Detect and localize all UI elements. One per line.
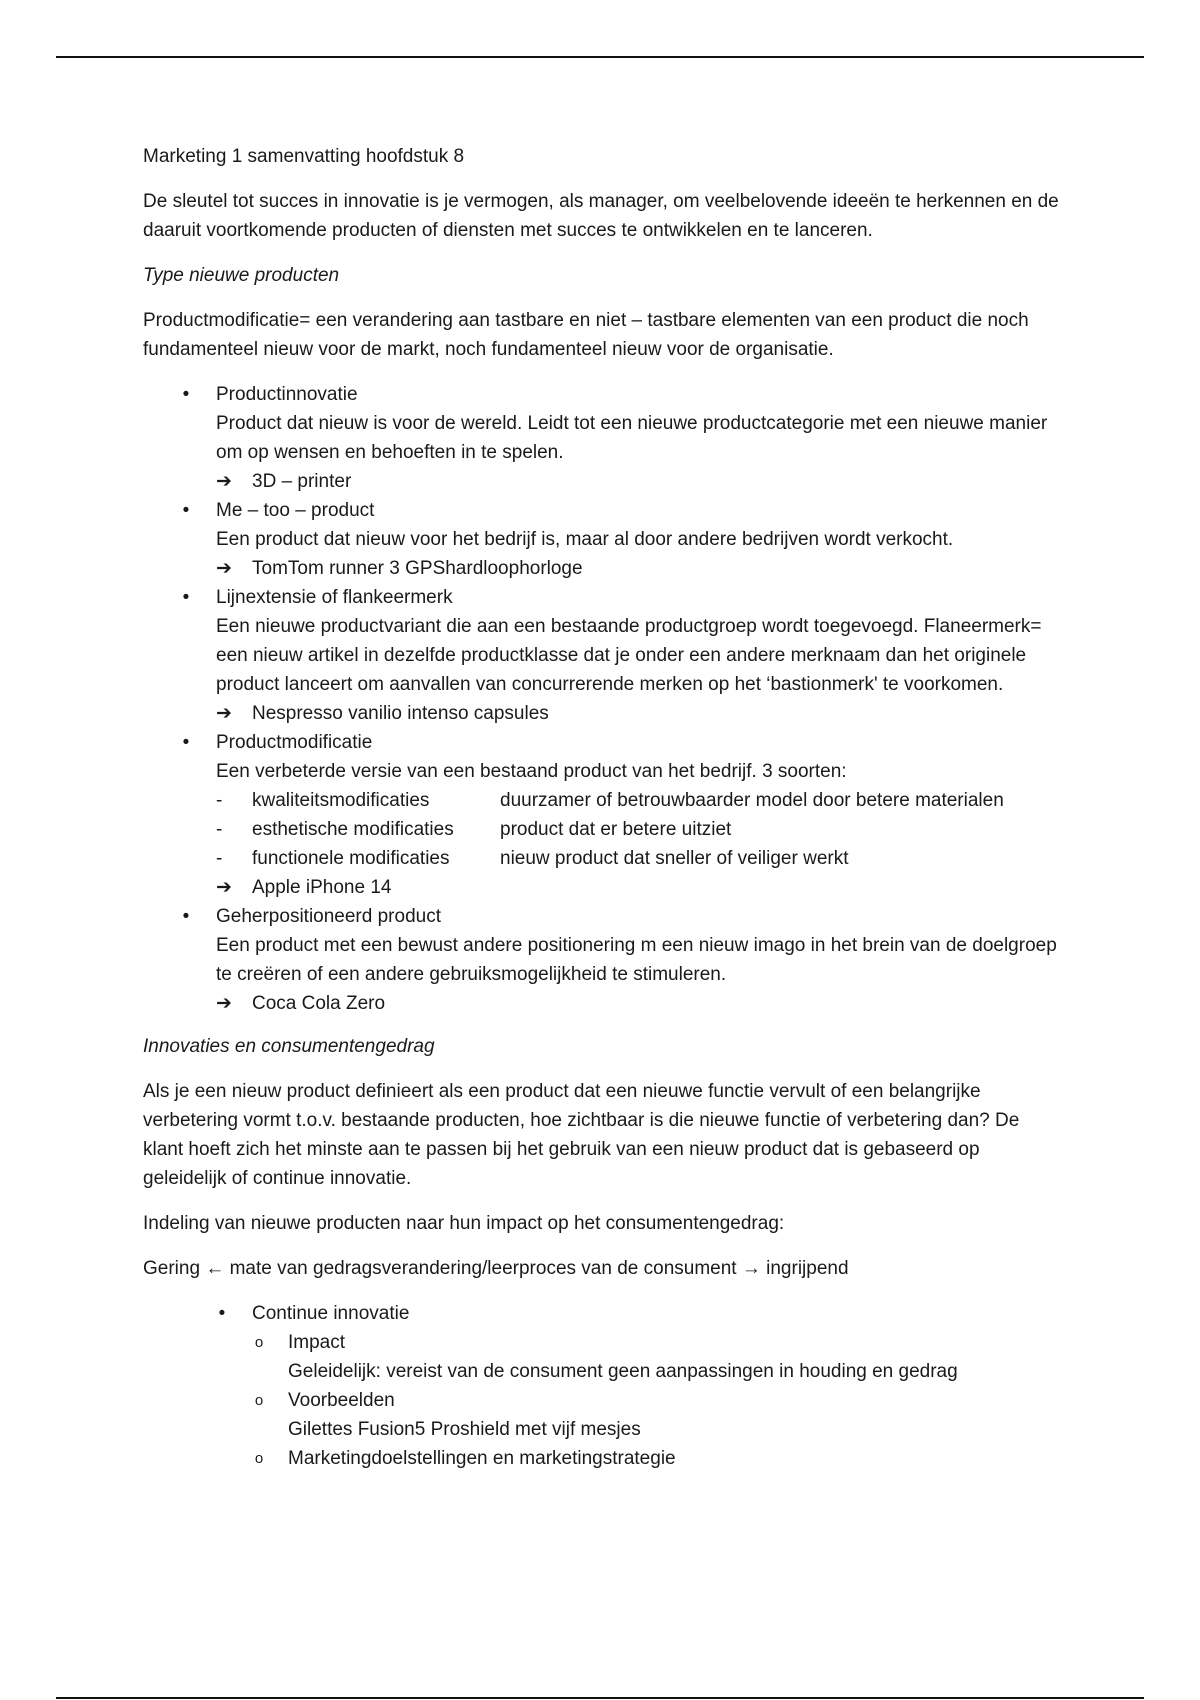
scale-right: ingrijpend [766,1258,849,1279]
example-line [216,699,1063,728]
example-text: 3D – printer [252,471,352,492]
bullet-icon: • [182,732,190,753]
item-title: Geherpositioneerd product [216,906,441,927]
bullet-icon: • [218,1303,226,1324]
arrow-right-icon: ➔ [216,877,232,898]
section-heading-types: Type nieuwe producten [143,265,340,286]
arrow-left-icon: ← [205,1258,225,1279]
item-title: Productinnovatie [216,384,358,405]
sub-list-item [252,1444,1063,1473]
document-title: Marketing 1 samenvatting hoofdstuk 8 [143,146,465,167]
sub-item-text: Geleidelijk: vereist van de consument geen aanpassingen in houding en gedrag [288,1361,958,1382]
item-title: Continue innovatie [252,1303,410,1324]
modification-desc: duurzamer of betrouwbaarder model door betere materialen [500,790,1004,811]
modification-term: esthetische modificaties [252,819,454,840]
product-types-list [143,380,1063,1018]
example-line [216,989,1063,1018]
sub-item-label: Impact [288,1332,346,1353]
sub-item-label: Marketingdoelstellingen en marketingstrategie [288,1448,676,1469]
item-description: Een nieuwe productvariant die aan een bestaande productgroep wordt toegevoegd. Flaneermerk= een nieuw artikel in dezelfde productklasse dat je onder een andere merknaam dan het originele product lanceert om aanvallen van concurrerende merken op het ‘bastionmerk' te voorkomen. [216,616,1042,695]
list-item [143,380,1063,496]
modification-desc: nieuw product dat sneller of veiliger werkt [500,848,849,869]
bullet-icon: • [182,906,190,927]
arrow-right-icon: ➔ [216,703,232,724]
scale-left: Gering [143,1258,201,1279]
example-text: TomTom runner 3 GPShardloophorloge [252,558,583,579]
modification-row [216,815,1063,844]
sub-item-text: Gilettes Fusion5 Proshield met vijf mesjes [288,1419,641,1440]
item-description: Product dat nieuw is voor de wereld. Leidt tot een nieuwe productcategorie met een nieuwe manier om op wensen en behoeften in te spelen. [216,413,1048,463]
header-rule [56,56,1144,58]
scale-middle: mate van gedragsverandering/leerproces van de consument [229,1258,737,1279]
modification-term: functionele modificaties [252,848,450,869]
circle-bullet-icon: o [254,1450,264,1467]
modification-term: kwaliteitsmodificaties [252,790,430,811]
circle-bullet-icon: o [254,1334,264,1351]
sub-item-label: Voorbeelden [288,1390,395,1411]
modification-desc: product dat er betere uitziet [500,819,732,840]
footer-rule [56,1697,1144,1699]
arrow-right-icon: ➔ [216,558,232,579]
sub-list-item [252,1386,1063,1444]
bullet-icon: • [182,384,190,405]
bullet-icon: • [182,587,190,608]
example-line [216,467,1063,496]
dash-icon: - [216,819,223,840]
document-body [143,142,1063,1487]
item-description: Een product dat nieuw voor het bedrijf is, maar al door andere bedrijven wordt verkocht. [216,529,954,550]
sub-list [252,1328,1063,1473]
arrow-right-icon: → [741,1258,761,1279]
list-item [143,1299,1063,1473]
list-item [143,496,1063,583]
dash-icon: - [216,848,223,869]
example-text: Coca Cola Zero [252,993,386,1014]
bullet-icon: • [182,500,190,521]
circle-bullet-icon: o [254,1392,264,1409]
list-item [143,583,1063,728]
item-title: Productmodificatie [216,732,373,753]
list-item [143,902,1063,1018]
modification-row [216,786,1063,815]
list-item [143,728,1063,902]
example-text: Apple iPhone 14 [252,877,392,898]
classification-paragraph: Indeling van nieuwe producten naar hun impact op het consumentengedrag: [143,1213,785,1234]
behavior-scale [143,1254,1063,1283]
modification-list [216,786,1063,873]
innovation-list [143,1299,1063,1473]
section-heading-innovations: Innovaties en consumentengedrag [143,1036,435,1057]
arrow-right-icon: ➔ [216,993,232,1014]
example-line [216,554,1063,583]
item-title: Me – too – product [216,500,375,521]
item-description: Een verbeterde versie van een bestaand product van het bedrijf. 3 soorten: [216,761,847,782]
arrow-right-icon: ➔ [216,471,232,492]
dash-icon: - [216,790,223,811]
sub-list-item [252,1328,1063,1386]
intro-paragraph: De sleutel tot succes in innovatie is je vermogen, als manager, om veelbelovende ideeën te herkennen en de daaruit voortkomende producten of diensten met succes te ontwikkelen en te lanceren. [143,191,1059,241]
modification-row [216,844,1063,873]
item-title: Lijnextensie of flankeermerk [216,587,453,608]
item-description: Een product met een bewust andere positionering m een nieuw imago in het brein van de doelgroep te creëren of een andere gebruiksmogelijkheid te stimuleren. [216,935,1057,985]
innovation-paragraph: Als je een nieuw product definieert als een product dat een nieuwe functie vervult of een belangrijke verbetering vormt t.o.v. bestaande producten, hoe zichtbaar is die nieuwe functie of verbetering dan? De klant hoeft zich het minste aan te passen bij het gebruik van een nieuw product dat is gebaseerd op geleidelijk of continue innovatie. [143,1081,1020,1189]
example-line [216,873,1063,902]
definition-paragraph: Productmodificatie= een verandering aan tastbare en niet – tastbare elementen van een product die noch fundamenteel nieuw voor de markt, noch fundamenteel nieuw voor de organisatie. [143,310,1029,360]
example-text: Nespresso vanilio intenso capsules [252,703,549,724]
